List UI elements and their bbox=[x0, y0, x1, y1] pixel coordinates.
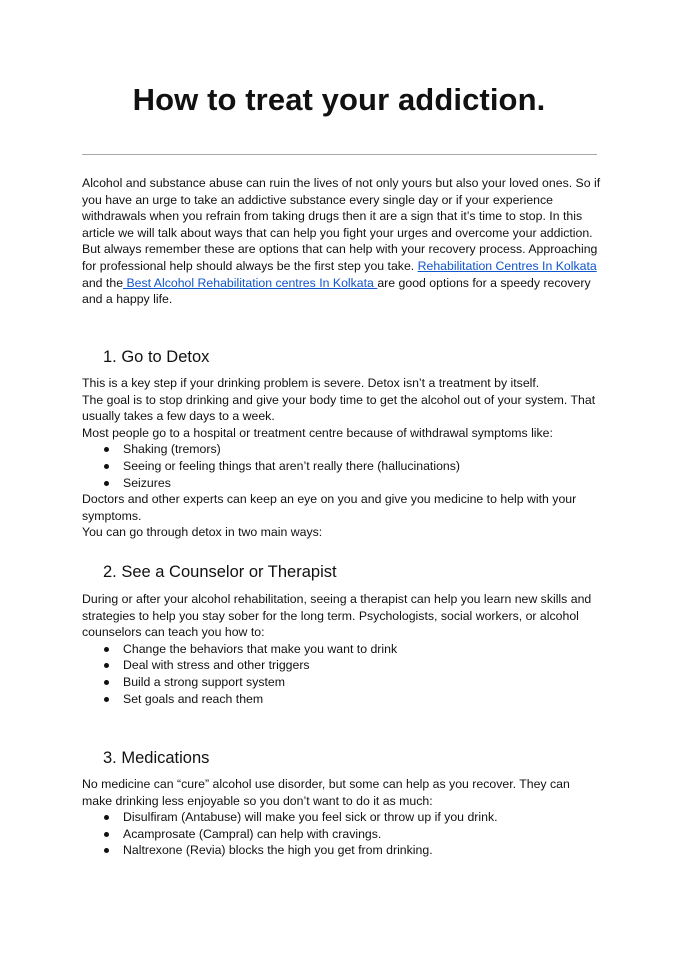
intro-text-1: Alcohol and substance abuse can ruin the lives of not only yours but also your loved ones. So if you have an urge to take an addictive substance every single day or if your experience withdrawals when you refrain from taking drugs then it are a sign that it’s time to stop. In this article we will talk about ways that can help you fight your urges and overcome your addiction. But always remember these are options that can help with your recovery process. Approaching for professional help should always be the first step you take. bbox=[82, 176, 601, 273]
bullet-list-withdrawal-symptoms bbox=[82, 441, 602, 491]
paragraph-line: You can go through detox in two main ways: bbox=[82, 525, 323, 540]
section-body-counselor bbox=[82, 591, 602, 707]
paragraph-line: No medicine can “cure” alcohol use disorder, but some can help as you recover. They can make drinking less enjoyable so you don’t want to do it as much: bbox=[82, 777, 570, 808]
paragraph-line: This is a key step if your drinking problem is severe. Detox isn’t a treatment by itself. bbox=[82, 376, 540, 390]
page-title: How to treat your addiction. bbox=[132, 82, 546, 117]
horizontal-rule bbox=[82, 154, 597, 155]
list-item: Seizures bbox=[82, 475, 602, 492]
section-body-medications bbox=[82, 776, 602, 859]
link-best-alcohol-rehabilitation-kolkata[interactable]: Best Alcohol Rehabilitation centres In Kolkata bbox=[123, 275, 378, 290]
list-item: Disulfiram (Antabuse) will make you feel sick or throw up if you drink. bbox=[82, 809, 602, 826]
paragraph-line: During or after your alcohol rehabilitation, seeing a therapist can help you learn new skills and strategies to help you stay sober for the long term. Psychologists, social workers, or alcohol counselors can teach you how to: bbox=[82, 592, 592, 640]
list-item: Shaking (tremors) bbox=[82, 441, 602, 458]
paragraph-line: Most people go to a hospital or treatment centre because of withdrawal symptoms like: bbox=[82, 425, 553, 440]
section-heading-counselor: 2. See a Counselor or Therapist bbox=[103, 563, 337, 581]
section-heading-medications: 3. Medications bbox=[103, 749, 210, 767]
list-item: Acamprosate (Campral) can help with cravings. bbox=[82, 826, 602, 843]
intro-text-3: are good options for a speedy recovery and a happy life. bbox=[82, 275, 591, 307]
list-item: Build a strong support system bbox=[82, 674, 602, 691]
intro-paragraph bbox=[82, 175, 602, 308]
list-item: Deal with stress and other triggers bbox=[82, 657, 602, 674]
section-heading-detox: 1. Go to Detox bbox=[103, 348, 210, 366]
bullet-list-medications bbox=[82, 809, 602, 859]
section-body-detox bbox=[82, 375, 602, 541]
intro-text-2: and the bbox=[82, 275, 124, 290]
list-item: Seeing or feeling things that aren’t really there (hallucinations) bbox=[82, 458, 602, 475]
link-rehabilitation-centres-kolkata[interactable]: Rehabilitation Centres In Kolkata bbox=[417, 258, 597, 273]
list-item: Set goals and reach them bbox=[82, 691, 602, 708]
paragraph-line: The goal is to stop drinking and give your body time to get the alcohol out of your system. That usually takes a few days to a week. bbox=[82, 392, 596, 424]
paragraph-line: Doctors and other experts can keep an eye on you and give you medicine to help with your symptoms. bbox=[82, 492, 577, 523]
list-item: Change the behaviors that make you want to drink bbox=[82, 641, 602, 658]
bullet-list-counseling-skills bbox=[82, 641, 602, 707]
list-item: Naltrexone (Revia) blocks the high you get from drinking. bbox=[82, 842, 602, 859]
